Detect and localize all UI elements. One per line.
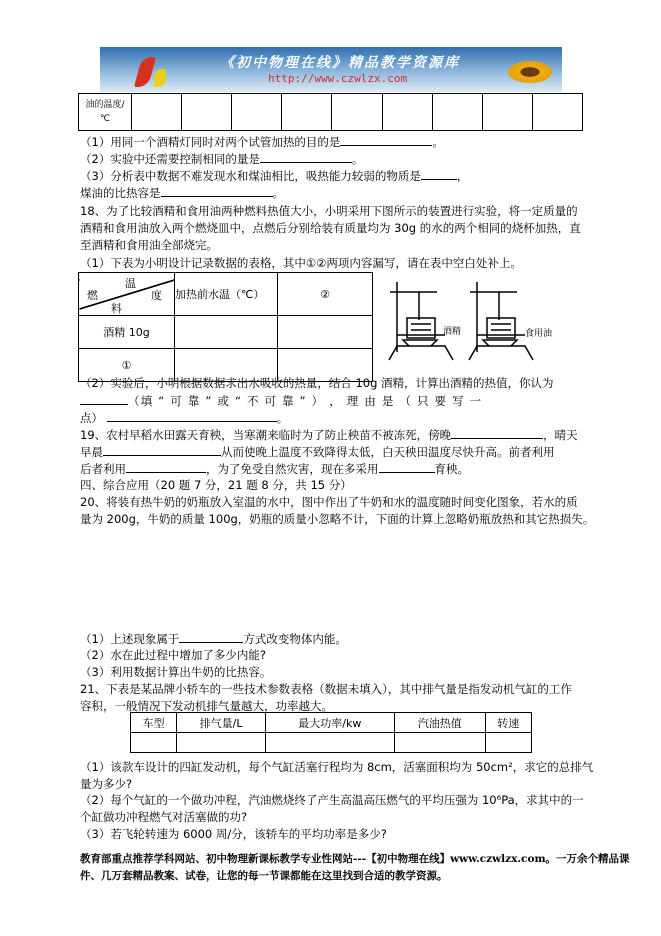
- table-cell: [532, 94, 582, 131]
- footer-line2: 件、几万套精品教案、试卷，让您的每一节课都能在这里找到合适的教学资源。: [80, 870, 448, 882]
- q21-sub2: （2）每个气缸的一个做功冲程，汽油燃烧终了产生高温高压燃气的平均压强为 10⁶Pa，求其中的一: [80, 793, 584, 807]
- row-alcohol: 酒精 10g: [79, 316, 175, 349]
- q18-sub2-line3: 点） 。: [80, 411, 289, 425]
- site-banner: [100, 47, 562, 92]
- row-header: 油的温度/ ℃: [79, 94, 132, 131]
- q17-sub3: （3）分析表中数据不难发现水和煤油相比，吸热能力较弱的物质是 ，: [80, 169, 469, 183]
- diagonal-header: 温 度 燃 料: [79, 273, 175, 316]
- fuel-data-table: [78, 272, 373, 382]
- table-cell: [232, 94, 282, 131]
- table-cell: [332, 94, 382, 131]
- q20-sub2: （2）水在此过程中增加了多少内能?: [80, 648, 266, 662]
- q19-line1: 19、农村早稻水田露天育秧，当寒潮来临时为了防止秧苗不被冻死，傍晚 ，晴天: [80, 428, 578, 442]
- q18-sub1: （1）下表为小明设计记录数据的表格，其中①②两项内容漏写，请在表中空白处补上。: [80, 256, 522, 270]
- sunflower-icon: [508, 61, 552, 83]
- table-cell: [182, 94, 232, 131]
- col-header: 车型: [131, 713, 177, 733]
- q18-sub2-line1: （2）实验后，小明根据数据求出水吸收的热量，结合 10g 酒精，计算出酒精的热值，你认为: [80, 376, 554, 390]
- q18-line1: 18、为了比较酒精和食用油两种燃料热值大小，小明采用下图所示的装置进行实验，将一定质量的: [80, 204, 578, 218]
- logo-icon-secondary: [154, 69, 166, 87]
- table-cell: [265, 733, 394, 753]
- table-cell: [482, 94, 532, 131]
- table-cell: [131, 733, 177, 753]
- logo-icon: [134, 57, 156, 87]
- q19-line2: 早晨 从而使晚上温度不致降得太低，白天秧田温度尽快升高。前者利用: [80, 445, 555, 459]
- q18-line2: 酒精和食用油放入两个燃烧皿中，点燃后分别给装有质量均为 30g 的水的两个相同的烧杯加热，直: [80, 221, 581, 235]
- table-cell: [278, 316, 373, 349]
- q17-sub1: （1）用同一个酒精灯同时对两个试管加热的目的是 。: [80, 135, 444, 149]
- q21-line1: 21、下表是某品牌小轿车的一些技术参数表格（数据未填入），其中排气量是指发动机气缸的工作: [80, 682, 572, 696]
- table-cell: [382, 94, 432, 131]
- col-header: 排气量/L: [177, 713, 265, 733]
- table-cell: [177, 733, 265, 753]
- oil-apparatus: [469, 282, 552, 360]
- q21-line2: 容积，一般情况下发动机排气量越大，功率越大。: [80, 699, 333, 713]
- car-spec-table: [130, 712, 532, 753]
- q21-sub1: （1）该款车设计的四缸发动机，每个气缸活塞行程均为 8cm，活塞面积均为 50cm²，求它的总排气: [80, 760, 594, 774]
- col-header: 转速: [485, 713, 531, 733]
- q20-sub1: （1）上述现象属于 方式改变物体内能。: [80, 632, 347, 646]
- oil-temperature-table: [78, 93, 583, 131]
- svg-text:酒精: 酒精: [443, 327, 462, 337]
- col-header: 汽油热值: [394, 713, 485, 733]
- col-header-blank-2: ②: [278, 273, 373, 316]
- svg-text:食用油: 食用油: [525, 329, 553, 339]
- table-cell: [132, 94, 182, 131]
- q18-line3: 至酒精和食用油全部烧完。: [80, 238, 218, 252]
- q21-sub3: （3）若飞轮转速为 6000 周/分，该轿车的平均功率是多少?: [80, 827, 387, 841]
- apparatus-figure: [385, 280, 565, 362]
- q21-sub2-cont: 个缸做功冲程燃气对活塞做的功?: [80, 810, 248, 824]
- q20-line2: 量为 200g，牛奶的质量 100g，奶瓶的质量小忽略不计，下面的计算上忽略奶瓶放热和其它热损失。: [80, 512, 595, 526]
- footer-line1: 教育部重点推荐学科网站、初中物理新课标教学专业性网站---【初中物理在线】www.czwlzx.com。一万余个精品课: [80, 853, 630, 865]
- table-cell: [432, 94, 482, 131]
- q18-sub2-line2: （填 “ 可 靠 ” 或 “ 不 可 靠 ” ） ， 理 由 是 （ 只 要 写 一: [80, 392, 482, 409]
- table-cell: [175, 316, 278, 349]
- q20-line1: 20、将装有热牛奶的奶瓶放入室温的水中，图中作出了牛奶和水的温度随时间变化图象，若水的质: [80, 495, 578, 509]
- q19-line3: 后者利用 ，为了免受自然灾害，现在多采用 育秧。: [80, 462, 469, 476]
- table-cell: [394, 733, 485, 753]
- q21-sub1-cont: 量为多少?: [80, 777, 133, 791]
- banner-url: http://www.czwlzx.com: [268, 72, 408, 85]
- section-4-heading: 四、综合应用（20 题 7 分，21 题 8 分，共 15 分）: [80, 478, 352, 492]
- alcohol-apparatus: [389, 282, 461, 360]
- q17-sub2: （2）实验中还需要控制相同的量是 。: [80, 152, 364, 166]
- q17-sub3b: 煤油的比热容是 。: [80, 186, 284, 200]
- banner-title: 《初中物理在线》精品教学资源库: [220, 55, 460, 71]
- row-blank-1: ①: [79, 349, 175, 382]
- table-cell: [485, 733, 531, 753]
- q20-sub3: （3）利用数据计算出牛奶的比热容。: [80, 665, 272, 679]
- col-header-initial-temp: 加热前水温（℃）: [175, 273, 278, 316]
- col-header: 最大功率/kw: [265, 713, 394, 733]
- table-cell: [282, 94, 332, 131]
